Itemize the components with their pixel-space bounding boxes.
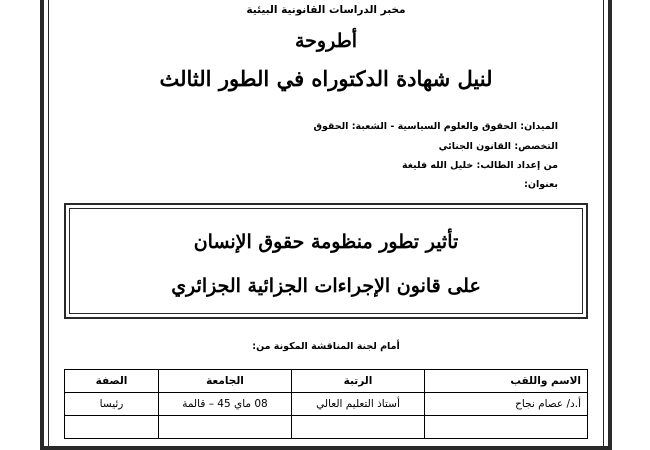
thesis-title-line-1: تأثير تطور منظومة حقوق الإنسان <box>193 231 459 253</box>
lab-name: مخبر الدراسات القانونية البيئية <box>246 4 406 16</box>
thesis-title-line-2: على قانون الإجراءات الجزائية الجزائري <box>171 275 481 297</box>
table-row <box>65 416 588 439</box>
member-rank: أستاذ التعليم العالي <box>292 393 425 416</box>
author-line: من إعداد الطالب: خليل الله فليغة <box>401 160 558 171</box>
specialty-line: التخصص: القانون الجنائي <box>438 141 558 152</box>
member-name <box>425 416 588 439</box>
committee-intro: أمام لجنة المناقشة المكونة من: <box>252 341 400 352</box>
title-box <box>64 203 588 319</box>
field-line: الميدان: الحقوق والعلوم السياسية - الشعبة: الحقوق <box>313 121 558 132</box>
header-name: الاسم واللقب <box>425 370 588 393</box>
title-intro: بعنوان: <box>524 179 558 190</box>
table-row <box>65 393 588 416</box>
committee-table <box>64 369 588 439</box>
table-header-row <box>65 370 588 393</box>
member-role: رئيسا <box>65 393 159 416</box>
document-type: أطروحة <box>295 30 357 52</box>
header-role: الصفة <box>65 370 159 393</box>
degree-line: لنيل شهادة الدكتوراه في الطور الثالث <box>159 66 493 91</box>
member-role <box>65 416 159 439</box>
member-rank <box>292 416 425 439</box>
member-university <box>159 416 292 439</box>
thesis-cover-page <box>56 0 596 433</box>
member-name: أ.د/ عصام نجاح <box>425 393 588 416</box>
member-university: 08 ماي 45 – قالمة <box>159 393 292 416</box>
header-university: الجامعة <box>159 370 292 393</box>
header-rank: الرتبة <box>292 370 425 393</box>
